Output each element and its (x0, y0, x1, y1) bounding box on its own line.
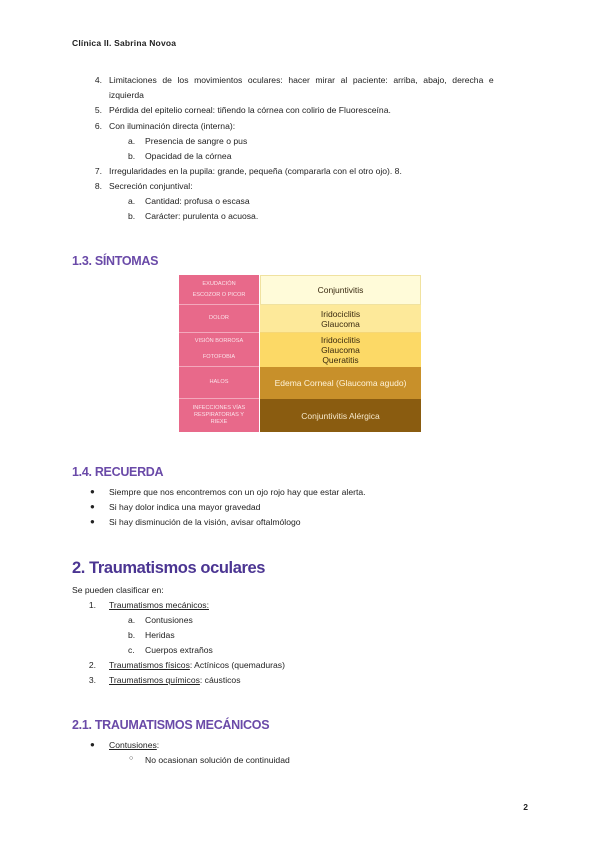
symptoms-table (179, 275, 421, 432)
list-number: 4. (94, 75, 102, 85)
bullet-icon: ● (90, 740, 95, 749)
hollow-bullet-icon: ○ (129, 755, 134, 762)
sub-letter: b. (128, 211, 136, 221)
sub-item-text: Opacidad de la córnea (145, 151, 232, 161)
diagnosis-cell: Iridociclitis Glaucoma Queratitis (260, 333, 421, 367)
sub-item-text: No ocasionan solución de continuidad (145, 755, 290, 765)
list-item: Traumatismos mecánicos: (109, 600, 209, 610)
symptom-cell: INFECCIONES VÍAS RESPIRATORIAS Y RIEXE (179, 399, 259, 432)
diagnosis-cell: Conjuntivitis (260, 275, 421, 305)
list-item: Si hay dolor indica una mayor gravedad (109, 502, 261, 512)
symptom-cell: DOLOR (179, 305, 259, 333)
list-number: 2. (88, 660, 96, 670)
symptom-cell: EXUDACIÓN ESCOZOR O PICOR (179, 275, 259, 305)
sub-letter: a. (128, 196, 136, 206)
bullet-icon: ● (90, 517, 95, 526)
sub-letter: b. (128, 630, 136, 640)
list-item-continuation: izquierda (109, 90, 144, 100)
section-heading-sintomas: 1.3. SÍNTOMAS (72, 254, 158, 268)
list-item: Contusiones: (109, 740, 160, 750)
list-number: 7. (94, 166, 102, 176)
list-item-text: Irregularidades en la pupila: grande, pequeña (compararla con el otro ojo). 8. (109, 166, 402, 176)
list-number: 1. (88, 600, 96, 610)
sub-item-text: Cantidad: profusa o escasa (145, 196, 250, 206)
list-item: Siempre que nos encontremos con un ojo rojo hay que estar alerta. (109, 487, 366, 497)
sub-item-text: Contusiones (145, 615, 193, 625)
symptom-cell: HALOS (179, 367, 259, 399)
list-item-text: Secreción conjuntival: (109, 181, 193, 191)
list-number: 3. (88, 675, 96, 685)
list-item-text: Con iluminación directa (interna): (109, 121, 236, 131)
sub-item-text: Cuerpos extraños (145, 645, 213, 655)
bullet-icon: ● (90, 487, 95, 496)
list-number: 6. (94, 121, 102, 131)
sub-item-text: Presencia de sangre o pus (145, 136, 248, 146)
list-number: 5. (94, 105, 102, 115)
bullet-icon: ● (90, 502, 95, 511)
list-item-text: Pérdida del epitelio corneal: tiñendo la córnea con colirio de Fluoresceína. (109, 105, 391, 115)
list-item: Traumatismos físicos: Actínicos (quemaduras) (109, 660, 285, 670)
sub-letter: a. (128, 136, 136, 146)
sub-letter: a. (128, 615, 136, 625)
diagnosis-cell: Edema Corneal (Glaucoma agudo) (260, 367, 421, 399)
sub-letter: b. (128, 151, 136, 161)
intro-text: Se pueden clasificar en: (72, 585, 164, 595)
document-header: Clínica II. Sabrina Novoa (72, 38, 177, 48)
diagnosis-cell: Iridociclitis Glaucoma (260, 305, 421, 333)
section-heading-traumatismos: 2. Traumatismos oculares (72, 559, 265, 578)
sub-item-text: Heridas (145, 630, 175, 640)
list-item: Traumatismos químicos: cáusticos (109, 675, 241, 685)
list-item-text: Limitaciones de los movimientos oculares: hacer mirar al paciente: arriba, abajo, derecha e (109, 75, 494, 85)
symptom-cell: VISIÓN BORROSA FOTOFOBIA (179, 333, 259, 367)
list-item: Si hay disminución de la visión, avisar oftalmólogo (109, 517, 301, 527)
page-number: 2 (523, 802, 528, 812)
sub-item-text: Carácter: purulenta o acuosa. (145, 211, 259, 221)
list-number: 8. (94, 181, 102, 191)
section-heading-mecanicos: 2.1. TRAUMATISMOS MECÁNICOS (72, 718, 269, 732)
diagnosis-cell: Conjuntivitis Alérgica (260, 399, 421, 432)
sub-letter: c. (128, 645, 135, 655)
section-heading-recuerda: 1.4. RECUERDA (72, 465, 163, 479)
